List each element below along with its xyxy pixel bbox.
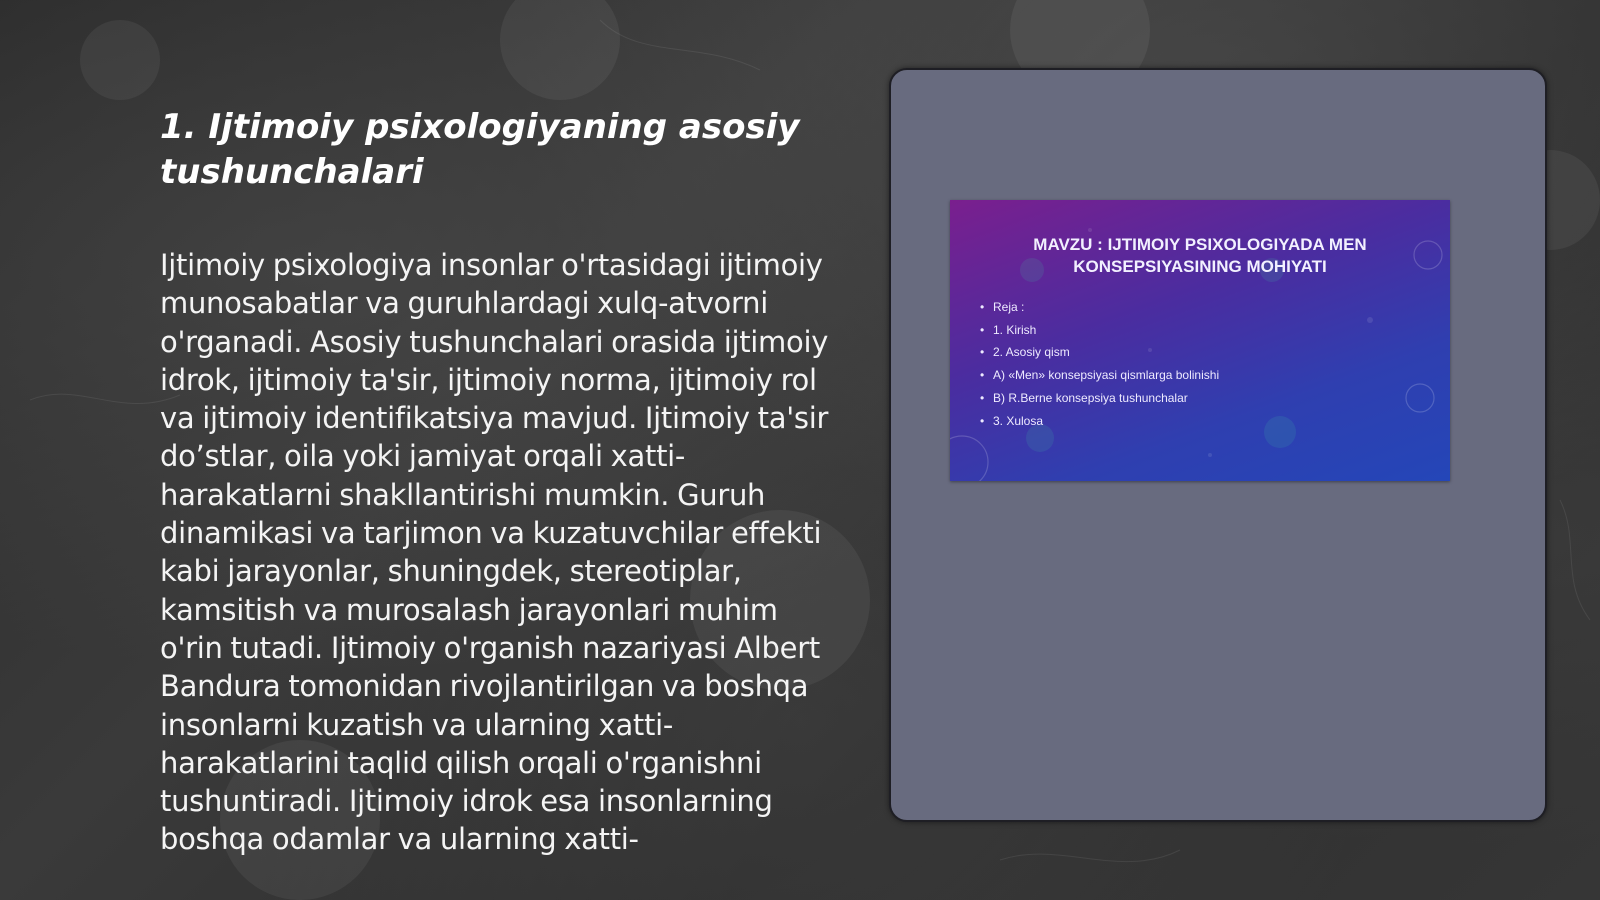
bullet-icon: •	[980, 413, 985, 428]
bullet-icon: •	[980, 345, 985, 360]
embedded-slide-item: • 3. Xulosa	[980, 410, 1219, 433]
body-paragraph: Ijtimoiy psixologiya insonlar o'rtasidagi ijtimoiy munosabatlar va guruhlardagi xulq-atvorni o'rganadi. Asosiy tushunchalari orasida ijtimoiy idrok, ijtimoiy ta'sir, ijtimoiy norma, ijtimoiy rol va ijtimoiy identifikatsiya mavjud. Ijtimoiy ta'sir do’stlar, oila yoki jamiyat orqali xatti-harakatlarni shakllantirishi mumkin. Guruh dinamikasi va tarjimon va kuzatuvchilar effekti kabi jarayonlar, shuningdek, stereotiplar, kamsitish va murosalash jarayonlari muhim o'rin tutadi. Ijtimoiy o'rganish nazariyasi Albert Bandura tomonidan rivojlantirilgan va boshqa insonlarni kuzatish va ularning xatti-harakatlarini taqlid qilish orqali o'rganishni tushuntiradi. Ijtimoiy idrok esa insonlarning boshqa odamlar va ularning xatti-	[160, 248, 829, 857]
embedded-slide-item: • B) R.Berne konsepsiya tushunchalar	[980, 387, 1219, 410]
bullet-icon: •	[980, 322, 985, 337]
embedded-slide-item: • 1. Kirish	[980, 319, 1219, 342]
embedded-slide-item: • A) «Men» konsepsiyasi qismlarga bolinishi	[980, 364, 1219, 387]
embedded-slide-item: • 2. Asosiy qism	[980, 341, 1219, 364]
bullet-icon: •	[980, 390, 985, 405]
embedded-slide-title: MAVZU : IJTIMOIY PSIXOLOGIYADA MEN KONSEPSIYASINING MOHIYATI	[1033, 235, 1367, 276]
embedded-slide-list	[980, 296, 1219, 432]
slide-heading: 1. Ijtimoiy psixologiyaning asosiy tushunchalari	[160, 107, 800, 192]
bullet-icon: •	[980, 300, 985, 314]
bullet-icon: •	[980, 368, 985, 383]
embedded-slide-item: • Reja :	[980, 296, 1219, 319]
embedded-slide-image	[950, 200, 1450, 481]
